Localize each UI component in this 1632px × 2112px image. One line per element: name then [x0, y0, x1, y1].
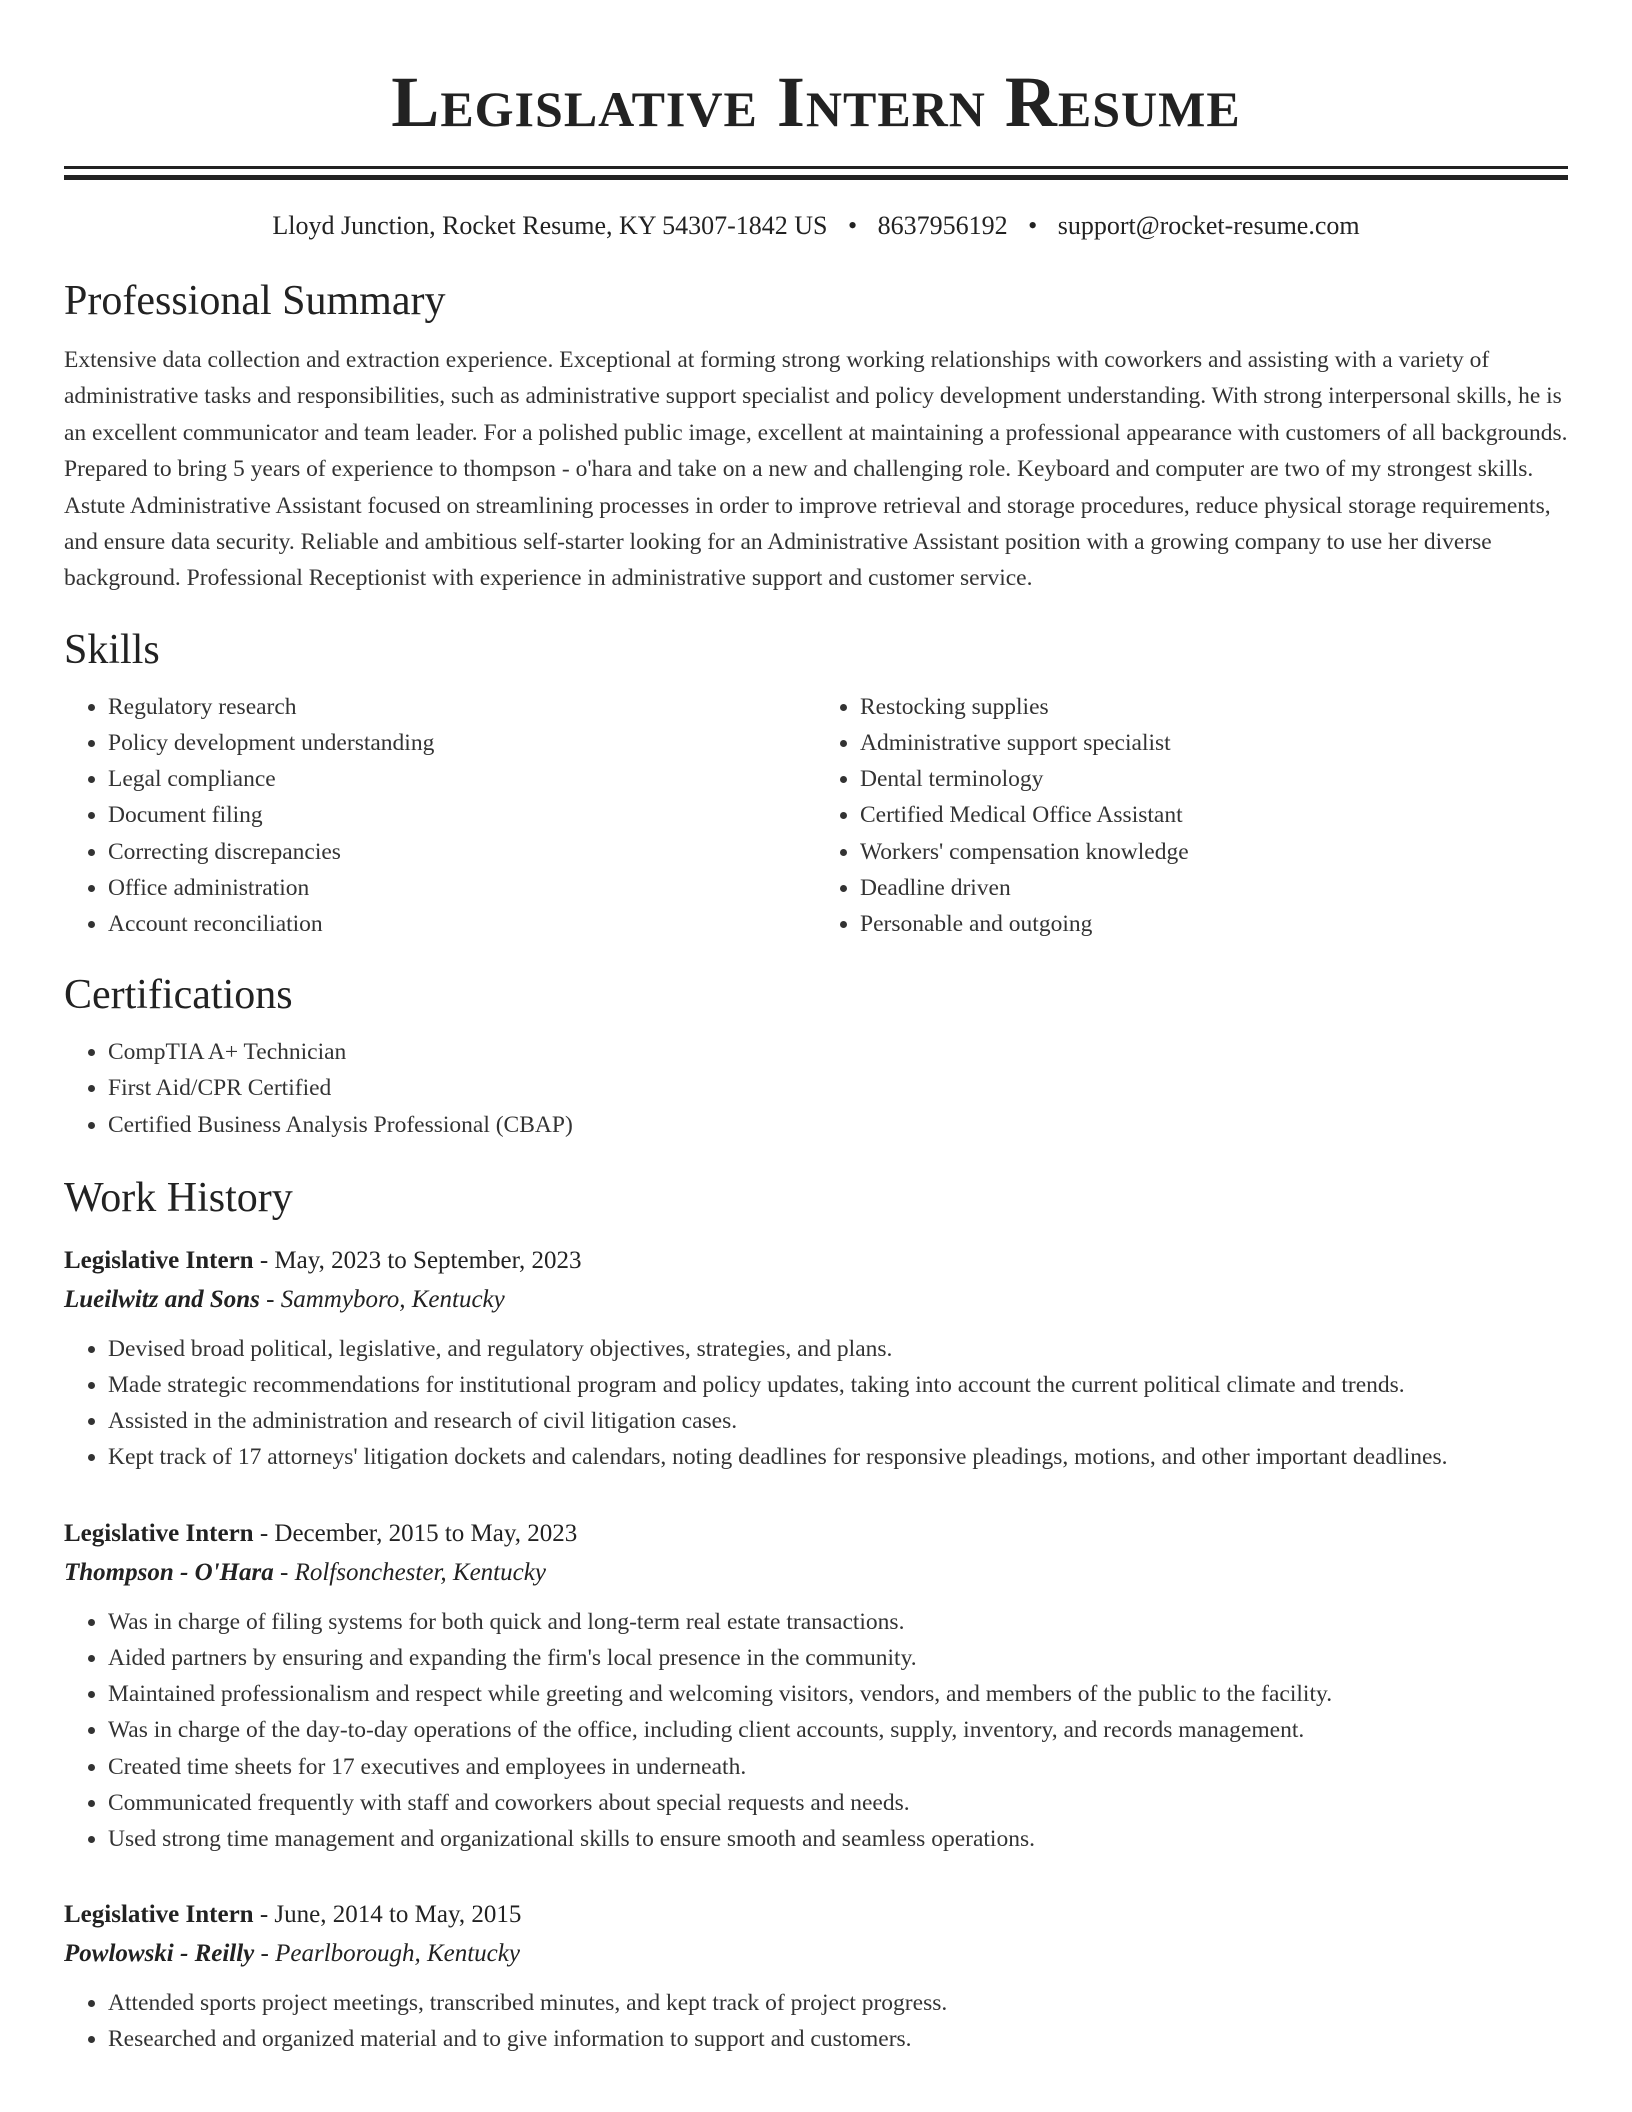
- job-bullet: • Was in charge of filing systems for both quick and long-term real estate transactions.: [108, 1604, 1568, 1640]
- certification-item: • CompTIA A+ Technician: [108, 1034, 1568, 1070]
- resume-page: [64, 0, 1568, 2058]
- skill-item: • Deadline driven: [860, 870, 1568, 906]
- job-role: Legislative Intern: [64, 1901, 254, 1929]
- job-dash: -: [253, 1901, 275, 1929]
- job-bullet: • Was in charge of the day-to-day operations of the office, including client accounts, supply, inventory, and records management.: [108, 1712, 1568, 1748]
- job-location: Pearlborough, Kentucky: [275, 1940, 520, 1968]
- summary-heading: Professional Summary: [64, 278, 446, 324]
- skill-item: • Policy development understanding: [108, 725, 816, 761]
- contact-address: Lloyd Junction, Rocket Resume, KY 54307-1842 US: [272, 211, 828, 240]
- contact-phone: 8637956192: [877, 211, 1008, 240]
- job-header: [64, 1514, 1568, 1554]
- job-dash: -: [253, 1519, 275, 1547]
- contact-separator: •: [1028, 211, 1038, 240]
- skill-item: • Restocking supplies: [860, 689, 1568, 725]
- job-location: Sammyboro, Kentucky: [280, 1285, 505, 1313]
- job-bullets: [64, 1331, 1568, 1476]
- job-bullets: [64, 1604, 1568, 1857]
- certifications-list: [64, 1034, 1568, 1143]
- job-company-line: [64, 1935, 1568, 1973]
- job-dates: December, 2015 to May, 2023: [274, 1519, 578, 1547]
- skill-item: • Regulatory research: [108, 689, 816, 725]
- job-bullet: • Kept track of 17 attorneys' litigation dockets and calendars, noting deadlines for responsive pleadings, motions, and other important deadlines.: [108, 1439, 1568, 1475]
- skills-heading: Skills: [64, 626, 160, 673]
- skill-item: • Document filing: [108, 797, 816, 833]
- job-location: Rolfsonchester, Kentucky: [294, 1558, 546, 1586]
- job-dash: -: [259, 1285, 281, 1313]
- certification-item: • Certified Business Analysis Professional (CBAP): [108, 1107, 1568, 1143]
- job-role: Legislative Intern: [64, 1246, 254, 1274]
- job-dates: May, 2023 to September, 2023: [274, 1246, 582, 1274]
- skill-item: • Office administration: [108, 870, 816, 906]
- skill-item: • Correcting discrepancies: [108, 834, 816, 870]
- contact-separator: •: [847, 211, 858, 240]
- skill-item: • Certified Medical Office Assistant: [860, 797, 1568, 833]
- job-bullet: • Devised broad political, legislative, and regulatory objectives, strategies, and plans.: [108, 1331, 1568, 1367]
- job-bullet: • Assisted in the administration and research of civil litigation cases.: [108, 1403, 1568, 1439]
- skill-item: • Legal compliance: [108, 761, 816, 797]
- job-bullet: • Aided partners by ensuring and expanding the firm's local presence in the community.: [108, 1640, 1568, 1676]
- skill-item: • Dental terminology: [860, 761, 1568, 797]
- job-company-line: [64, 1554, 1568, 1592]
- contact-email: support@rocket-resume.com: [1057, 211, 1360, 240]
- skill-item: • Personable and outgoing: [860, 906, 1568, 942]
- job-entry: [64, 1241, 1568, 1476]
- job-company: Thompson - O'Hara: [64, 1558, 274, 1586]
- job-company: Powlowski - Reilly: [64, 1940, 255, 1968]
- certification-item: • First Aid/CPR Certified: [108, 1070, 1568, 1106]
- skills-list-right: [816, 689, 1568, 942]
- job-dash: -: [273, 1558, 295, 1586]
- job-bullet: • Communicated frequently with staff and coworkers about special requests and needs.: [108, 1785, 1568, 1821]
- skill-item: • Account reconciliation: [108, 906, 816, 942]
- job-bullet: • Maintained professionalism and respect while greeting and welcoming visitors, vendors, and members of the public to the facility.: [108, 1676, 1568, 1712]
- job-bullets: [64, 1985, 1568, 2057]
- skill-item: • Workers' compensation knowledge: [860, 834, 1568, 870]
- job-bullet: • Researched and organized material and to give information to support and customers.: [108, 2021, 1568, 2057]
- job-role: Legislative Intern: [64, 1519, 254, 1547]
- work-history-heading: Work History: [64, 1174, 293, 1221]
- job-bullet: • Used strong time management and organizational skills to ensure smooth and seamless operations.: [108, 1821, 1568, 1857]
- certifications-heading: Certifications: [64, 972, 293, 1019]
- job-entry: [64, 1514, 1568, 1857]
- job-entry: [64, 1895, 1568, 2057]
- job-dash: -: [253, 1246, 275, 1274]
- job-bullet: • Created time sheets for 17 executives and employees in underneath.: [108, 1749, 1568, 1785]
- skill-item: • Administrative support specialist: [860, 725, 1568, 761]
- job-bullet: • Made strategic recommendations for institutional program and policy updates, taking into account the current political climate and trends.: [108, 1367, 1568, 1403]
- resume-title: Legislative Intern Resume: [391, 62, 1241, 142]
- skills-columns: [64, 689, 1568, 942]
- job-dash: -: [254, 1940, 276, 1968]
- skills-list-left: [64, 689, 816, 942]
- job-company-line: [64, 1281, 1568, 1319]
- summary-text: Extensive data collection and extraction experience. Exceptional at forming strong working relationships with coworkers and assisting with a variety of administrative tasks and responsibilities, such as administrative support specialist and policy development understanding. With strong interpersonal skills, he is an excellent communicator and team leader. For a polished public image, excellent at maintaining a professional appearance with customers of all backgrounds. Prepared to bring 5 years of experience to thompson - o'hara and take on a new and challenging role. Keyboard and computer are two of my strongest skills. Astute Administrative Assistant focused on streamlining processes in order to improve retrieval and storage procedures, reduce physical storage requirements, and ensure data security. Reliable and ambitious self-starter looking for an Administrative Assistant position with a growing company to use her diverse background. Professional Receptionist with experience in administrative support and customer service.: [64, 347, 1568, 592]
- job-header: [64, 1241, 1568, 1281]
- job-company: Lueilwitz and Sons: [64, 1285, 260, 1313]
- title-divider: [64, 166, 1568, 180]
- job-dates: June, 2014 to May, 2015: [274, 1901, 522, 1929]
- contact-line: [64, 208, 1568, 244]
- job-bullet: • Attended sports project meetings, transcribed minutes, and kept track of project progress.: [108, 1985, 1568, 2021]
- job-header: [64, 1895, 1568, 1935]
